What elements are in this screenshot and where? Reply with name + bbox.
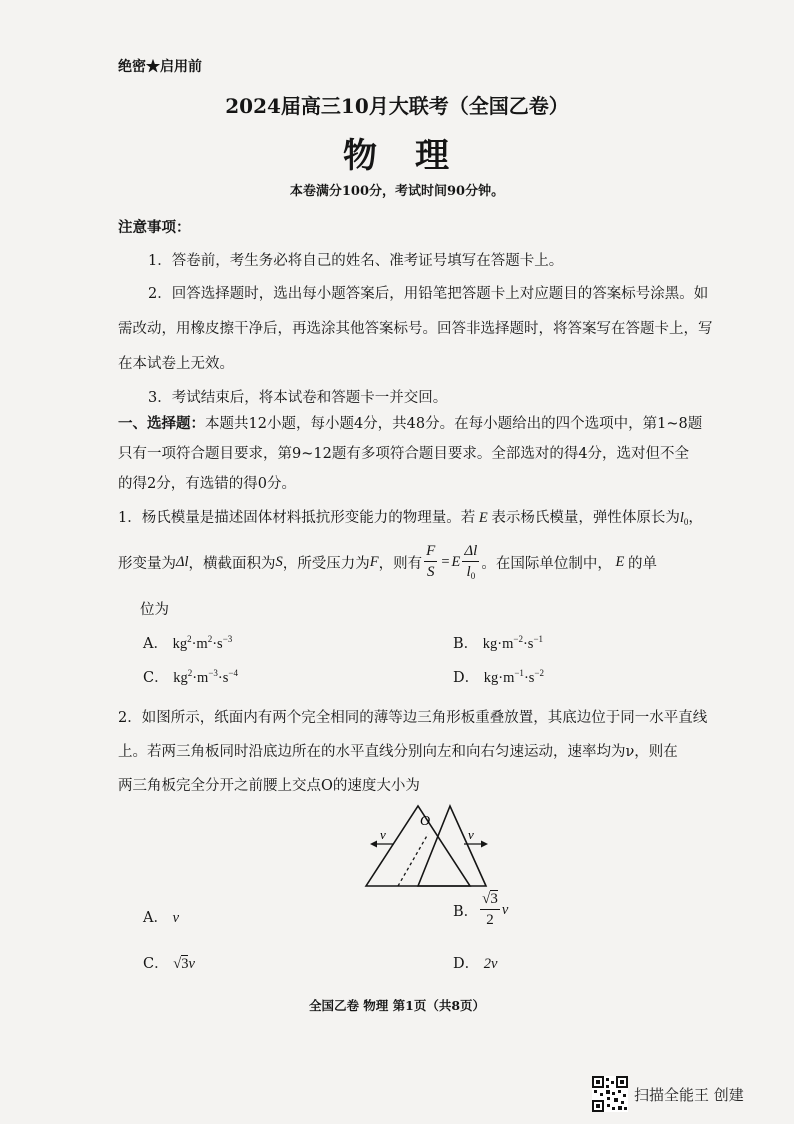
hidden-edge-dashed bbox=[398, 834, 428, 886]
page-footer: 全国乙卷 物理 第1页（共8页） bbox=[308, 998, 486, 1013]
q1-line-2 bbox=[118, 540, 657, 584]
section-1-intro: 本题共12小题，每小题4分，共48分。在每小题给出的四个选项中，第1~8题 bbox=[205, 416, 703, 432]
q1-text-h: 的单 bbox=[627, 555, 657, 572]
exam-title: 2024届高三10月大联考（全国乙卷） bbox=[225, 94, 569, 118]
q2-line-2: 上。若两三角板同时沿底边所在的水平直线分别向左和向右匀速运动，速率均为ν，则在 bbox=[118, 744, 678, 760]
q1-text-e: ，所受压力为 bbox=[282, 555, 370, 572]
q2-option-a-value: ν bbox=[172, 910, 180, 926]
q1-comma: ， bbox=[688, 510, 703, 526]
point-O-label: O bbox=[420, 814, 431, 829]
option-c-label: C． bbox=[143, 670, 169, 686]
q2-option-b[interactable] bbox=[453, 892, 508, 928]
exam-info: 本卷满分100分，考试时间90分钟。 bbox=[289, 184, 505, 199]
q2-option-d[interactable] bbox=[453, 952, 497, 973]
note-2-line-2: 需改动，用橡皮擦干净后，再选涂其他答案标号。回答非选择题时，将答案写在答题卡上，写 bbox=[118, 321, 713, 337]
q1-text-a: 1．杨氏模量是描述固体材料抵抗形变能力的物理量。若 bbox=[118, 510, 476, 526]
left-triangle bbox=[366, 806, 470, 886]
symbol-E: E bbox=[475, 510, 492, 526]
q1-text-f: ，则有 bbox=[378, 555, 423, 572]
note-2-line-1: 2．回答选择题时，选出每小题答案后，用铅笔把答题卡上对应题目的答案标号涂黑。如 bbox=[148, 286, 709, 302]
symbol-F: F bbox=[369, 553, 379, 570]
q1-line-3: 位为 bbox=[140, 602, 169, 618]
secret-label: 绝密★启用前 bbox=[118, 59, 202, 75]
q1-option-c[interactable] bbox=[143, 666, 238, 687]
notes-heading: 注意事项： bbox=[118, 219, 191, 236]
scanner-credit: 扫描全能王 创建 bbox=[634, 1086, 744, 1104]
q1-option-b[interactable] bbox=[453, 632, 543, 653]
note-2-line-3: 在本试卷上无效。 bbox=[118, 356, 234, 372]
q1-line-1 bbox=[118, 506, 703, 527]
right-arrowhead bbox=[481, 841, 488, 848]
q1-text-g: 。在国际单位制中， bbox=[481, 555, 612, 572]
q2-option-c-label: C． bbox=[143, 956, 169, 972]
q2-option-b-value: $\frac{√3}{2}$ ν bbox=[482, 891, 509, 928]
symbol-delta-l: Δl bbox=[176, 553, 189, 570]
q2-option-c[interactable] bbox=[143, 952, 195, 973]
symbol-l0: $l_0$ bbox=[679, 510, 689, 527]
q1-text-c: 形变量为 bbox=[118, 555, 176, 572]
option-a-unit: $kg^2\cdot m^2\cdot s^{-3}$ bbox=[172, 634, 233, 652]
q1-text-d: ，横截面积为 bbox=[188, 555, 276, 572]
right-v-label: v bbox=[468, 827, 474, 842]
symbol-E-2: E bbox=[611, 553, 628, 570]
q2-option-a-label: A． bbox=[143, 910, 168, 926]
section-1-line-1 bbox=[118, 412, 702, 433]
q2-option-c-value: √3ν bbox=[173, 956, 195, 972]
note-1: 1．答卷前，考生务必将自己的姓名、准考证号填写在答题卡上。 bbox=[148, 253, 564, 269]
q1-text-b: 表示杨氏模量，弹性体原长为 bbox=[491, 510, 680, 526]
q1-option-a[interactable] bbox=[143, 632, 232, 653]
option-b-label: B． bbox=[453, 636, 479, 652]
section-1-line-3: 的得2分，有选错的得0分。 bbox=[118, 476, 296, 492]
section-1-line-2: 只有一项符合题目要求，第9~12题有多项符合题目要求。全部选对的得4分，选对但不全 bbox=[118, 446, 690, 462]
q2-option-d-label: D． bbox=[453, 956, 480, 972]
subject-title: 物 理 bbox=[343, 136, 451, 176]
left-v-label: v bbox=[380, 827, 386, 842]
q2-line-1: 2．如图所示，纸面内有两个完全相同的薄等边三角形板重叠放置，其底边位于同一水平直线 bbox=[118, 710, 708, 726]
option-d-label: D． bbox=[453, 670, 480, 686]
q2-option-b-label: B． bbox=[453, 903, 479, 920]
symbol-S: S bbox=[275, 553, 283, 570]
q2-line-3: 两三角板完全分开之前腰上交点O的速度大小为 bbox=[118, 778, 420, 794]
q2-option-a[interactable] bbox=[143, 906, 179, 927]
triangles-figure bbox=[360, 800, 500, 892]
formula-young-modulus: $\frac{F}{S}$ = E $\frac{\Delta l}{l_0}$ bbox=[426, 542, 478, 581]
left-arrowhead bbox=[370, 841, 377, 848]
option-d-unit: $kg\cdot m^{-1}\cdot s^{-2}$ bbox=[483, 668, 544, 686]
section-1-heading: 一、选择题： bbox=[118, 415, 205, 432]
option-b-unit: $kg\cdot m^{-2}\cdot s^{-1}$ bbox=[482, 634, 544, 652]
q1-option-d[interactable] bbox=[453, 666, 544, 687]
note-3: 3．考试结束后，将本试卷和答题卡一并交回。 bbox=[148, 390, 448, 406]
option-c-unit: $kg^2\cdot m^{-3}\cdot s^{-4}$ bbox=[173, 668, 238, 686]
q2-option-d-value: 2ν bbox=[483, 956, 498, 972]
qr-code-icon bbox=[592, 1076, 628, 1112]
option-a-label: A． bbox=[143, 636, 168, 652]
